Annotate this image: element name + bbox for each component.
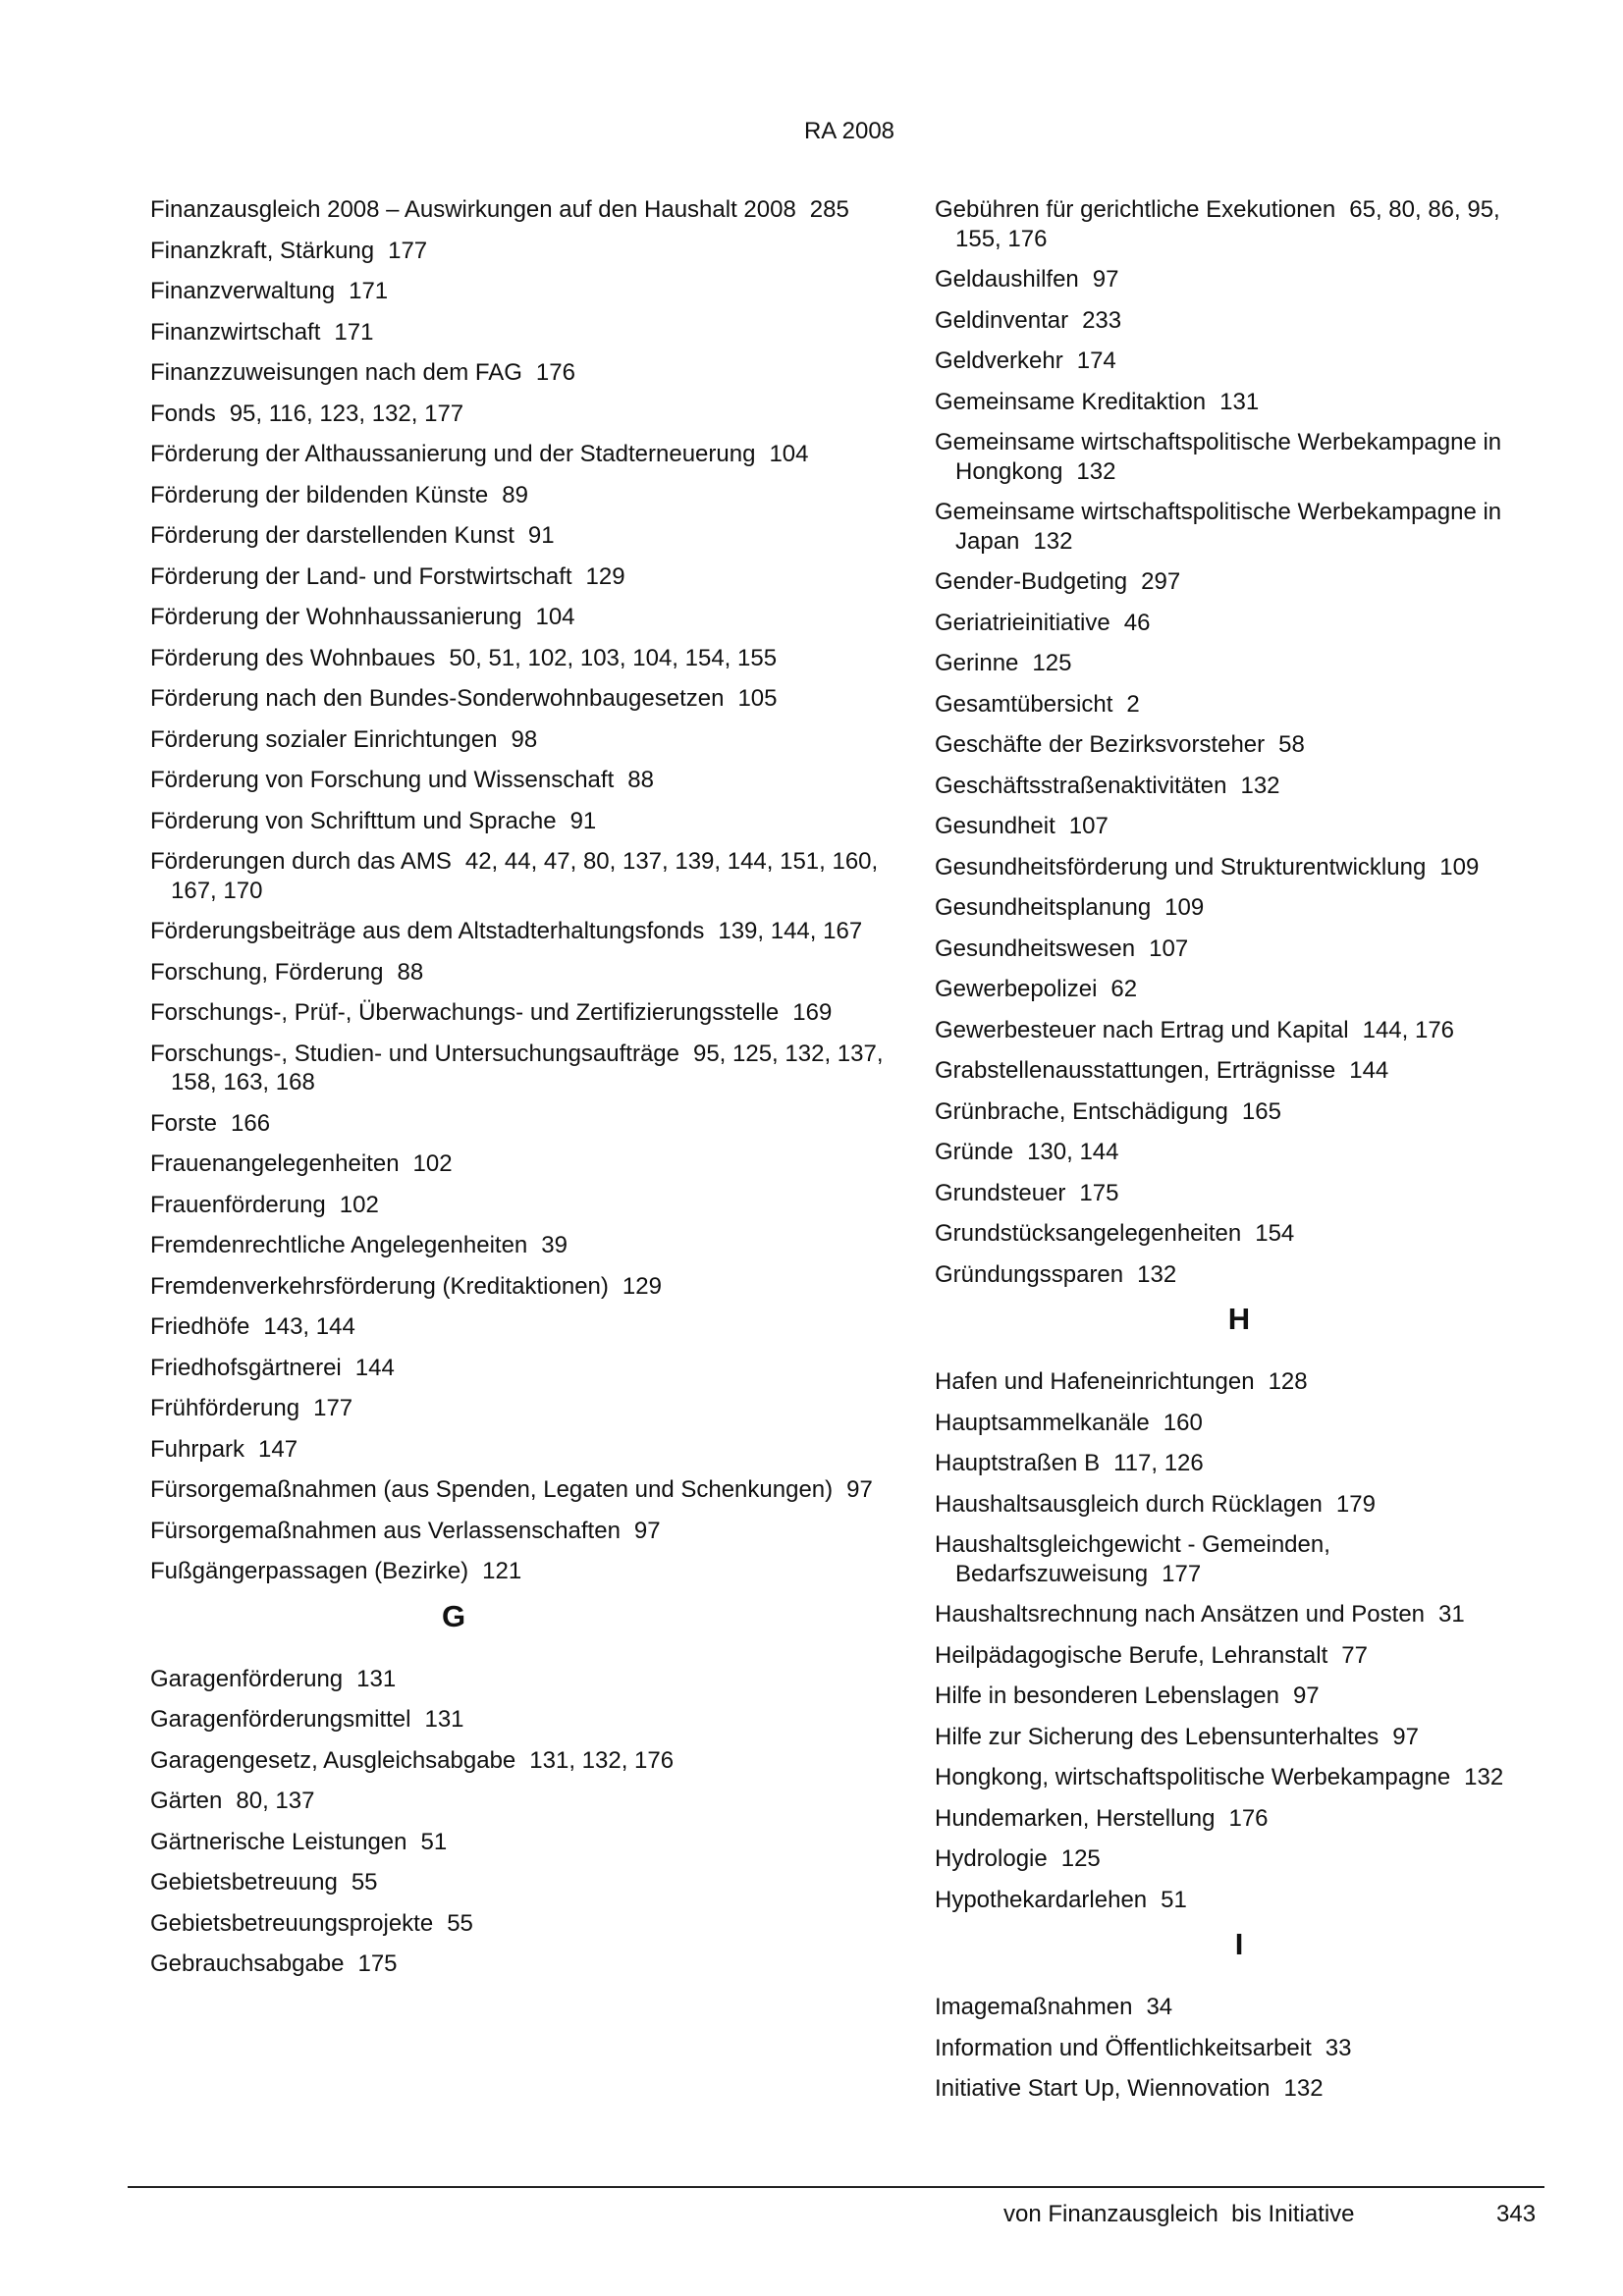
index-pages: 131: [424, 1706, 464, 1733]
index-entry: [935, 1056, 1543, 1086]
index-term: Geschäfte der Bezirksvorsteher: [935, 731, 1266, 758]
index-pages: 102: [339, 1191, 379, 1218]
index-pages: 117, 126: [1113, 1450, 1204, 1476]
index-entry: [935, 690, 1543, 720]
index-term: Gärten: [150, 1788, 223, 1814]
index-pages: 31: [1438, 1601, 1465, 1628]
index-entry: [150, 1557, 916, 1586]
index-pages: 160: [1163, 1409, 1203, 1436]
index-pages: 132: [1283, 2075, 1324, 2102]
index-pages: 179: [1335, 1490, 1376, 1518]
index-pages: 176: [1228, 1804, 1269, 1832]
index-entry: [150, 1705, 916, 1735]
index-entry: [150, 1040, 916, 1097]
index-pages: 139, 144, 167: [718, 918, 863, 944]
index-pages: 51: [1161, 1886, 1187, 1913]
index-pages: 177: [313, 1395, 353, 1421]
index-pages: 34: [1146, 1994, 1173, 2020]
index-term: Grabstellenausstattungen, Erträgnisse: [935, 1057, 1336, 1084]
index-pages: 169: [792, 999, 833, 1026]
index-entry: [935, 1993, 1543, 2022]
index-pages: 177: [1162, 1560, 1202, 1587]
index-entry: [935, 1844, 1543, 1874]
index-term: Friedhofsgärtnerei: [150, 1354, 342, 1381]
index-entry: [935, 428, 1543, 486]
index-term: Förderung der Land- und Forstwirtschaft: [150, 562, 572, 590]
index-term: Gesundheitsförderung und Strukturentwicklung: [935, 853, 1427, 881]
index-term: Förderung nach den Bundes-Sonderwohnbaugesetzen: [150, 685, 725, 712]
index-entry: [935, 1600, 1543, 1629]
index-pages: 175: [357, 1950, 398, 1977]
index-entry: [150, 1517, 916, 1546]
index-pages: 131, 132, 176: [529, 1746, 675, 1774]
index-entry: [935, 893, 1543, 923]
index-pages: 132: [1464, 1764, 1504, 1790]
index-entry: [150, 917, 916, 946]
index-pages: 129: [585, 562, 625, 590]
index-pages: 88: [627, 767, 654, 793]
index-term: Gemeinsame Kreditaktion: [935, 388, 1207, 415]
index-entry: [150, 1475, 916, 1505]
index-entry: [150, 521, 916, 551]
index-term: Finanzausgleich 2008 – Auswirkungen auf den Haushalt 2008: [150, 196, 796, 223]
index-term: Friedhöfe: [150, 1313, 250, 1340]
index-pages: 55: [351, 1869, 378, 1896]
index-pages: 131: [356, 1665, 397, 1692]
index-term: Gewerbepolizei: [935, 976, 1098, 1002]
index-term: Frauenangelegenheiten: [150, 1150, 400, 1177]
index-term: Finanzwirtschaft: [150, 318, 321, 346]
index-pages: 104: [769, 441, 809, 467]
index-term: Finanzverwaltung: [150, 278, 336, 304]
index-term: Gerinne: [935, 650, 1019, 676]
index-entry: [935, 2074, 1543, 2104]
index-pages: 171: [349, 278, 389, 304]
index-entry: [150, 195, 916, 225]
index-term: Gründungssparen: [935, 1260, 1124, 1288]
section-letter: H: [1227, 1302, 1251, 1336]
index-pages: 144, 176: [1362, 1016, 1455, 1043]
index-term: Forschungs-, Studien- und Untersuchungsaufträge: [150, 1040, 679, 1067]
index-term: Förderung des Wohnbaues: [150, 644, 436, 671]
index-pages: 130, 144: [1027, 1139, 1119, 1165]
index-pages: 171: [334, 318, 374, 346]
index-pages: 39: [541, 1232, 568, 1258]
index-entry: [150, 400, 916, 429]
index-term: Gründe: [935, 1139, 1014, 1165]
index-entry: [935, 1449, 1543, 1478]
index-entry: [150, 1665, 916, 1694]
index-pages: 147: [258, 1435, 298, 1463]
index-entry: [935, 1530, 1543, 1588]
index-term: Grundstücksangelegenheiten: [935, 1220, 1242, 1247]
index-term: Initiative Start Up, Wiennovation: [935, 2075, 1271, 2102]
index-entry: [150, 766, 916, 795]
index-term: Finanzzuweisungen nach dem FAG: [150, 359, 522, 386]
index-term: Garagenförderungsmittel: [150, 1706, 411, 1733]
index-term: Grünbrache, Entschädigung: [935, 1097, 1228, 1125]
index-term: Gemeinsame wirtschaftspolitische Werbekampagne in Hongkong: [935, 429, 1502, 485]
index-pages: 132: [1076, 457, 1116, 485]
index-entry: [150, 318, 916, 347]
index-pages: 107: [1068, 813, 1109, 839]
index-entry: [935, 1097, 1543, 1127]
index-term: Geldinventar: [935, 306, 1069, 334]
index-entry: [935, 388, 1543, 417]
index-term: Fremdenverkehrsförderung (Kreditaktionen): [150, 1272, 609, 1300]
index-entry: [935, 853, 1543, 882]
index-term: Förderung sozialer Einrichtungen: [150, 725, 498, 753]
index-pages: 62: [1110, 976, 1138, 1002]
index-pages: 128: [1268, 1368, 1308, 1395]
index-pages: 97: [846, 1476, 873, 1503]
index-term: Geldverkehr: [935, 347, 1063, 374]
index-entry: [150, 1868, 916, 1897]
index-pages: 154: [1255, 1220, 1295, 1247]
index-pages: 121: [482, 1558, 522, 1584]
index-term: Hafen und Hafeneinrichtungen: [935, 1368, 1255, 1395]
index-term: Förderungen durch das AMS: [150, 848, 452, 875]
index-entry: [150, 1828, 916, 1857]
index-entry: [935, 1219, 1543, 1249]
index-term: Förderung der Wohnhaussanierung: [150, 604, 522, 630]
index-pages: 107: [1149, 934, 1189, 962]
index-entry: [935, 1886, 1543, 1915]
index-entry: [150, 1191, 916, 1220]
index-term: Hilfe zur Sicherung des Lebensunterhaltes: [935, 1723, 1380, 1750]
index-pages: 97: [633, 1517, 661, 1544]
index-entry: [150, 1149, 916, 1179]
index-term: Frühförderung: [150, 1395, 300, 1421]
index-pages: 95, 116, 123, 132, 177: [229, 400, 464, 427]
index-term: Gärtnerische Leistungen: [150, 1828, 407, 1855]
index-entry: [150, 998, 916, 1028]
index-pages: 77: [1341, 1641, 1368, 1669]
index-pages: 105: [737, 685, 778, 712]
index-term: Forschungs-, Prüf-, Überwachungs- und Zertifizierungsstelle: [150, 999, 780, 1026]
index-pages: 97: [1392, 1723, 1419, 1750]
index-pages: 125: [1032, 650, 1072, 676]
index-term: Haushaltsrechnung nach Ansätzen und Posten: [935, 1601, 1426, 1628]
index-term: Fonds: [150, 400, 216, 427]
index-pages: 233: [1082, 306, 1122, 334]
index-pages: 132: [1033, 527, 1073, 555]
index-pages: 132: [1240, 772, 1280, 799]
index-entry: [150, 237, 916, 266]
index-entry: [150, 277, 916, 306]
index-entry: [935, 1367, 1543, 1397]
section-letter: I: [1234, 1927, 1244, 1961]
index-entry: [150, 440, 916, 469]
index-term: Information und Öffentlichkeitsarbeit: [935, 2034, 1312, 2061]
index-pages: 104: [535, 604, 575, 630]
index-term: Förderung der Althaussanierung und der Stadterneuerung: [150, 441, 756, 467]
index-term: Geriatrieinitiative: [935, 609, 1110, 636]
index-term: Gebühren für gerichtliche Exekutionen: [935, 196, 1336, 223]
index-term: Hilfe in besonderen Lebenslagen: [935, 1682, 1279, 1709]
index-pages: 98: [511, 725, 538, 753]
index-term: Hauptstraßen B: [935, 1450, 1101, 1476]
index-entry: [150, 847, 916, 905]
index-term: Fuhrpark: [150, 1435, 245, 1463]
index-entry: [150, 1787, 916, 1816]
index-entry: [935, 195, 1543, 253]
index-term: Geschäftsstraßenaktivitäten: [935, 772, 1227, 799]
index-term: Gender-Budgeting: [935, 568, 1128, 595]
index-pages: 97: [1092, 266, 1119, 293]
index-term: Hongkong, wirtschaftspolitische Werbekampagne: [935, 1764, 1451, 1790]
index-term: Gemeinsame wirtschaftspolitische Werbekampagne in Japan: [935, 499, 1502, 555]
index-entry: [150, 1746, 916, 1776]
index-pages: 42, 44, 47, 80, 137, 139, 144, 151, 160, 167, 170: [171, 848, 879, 904]
index-term: Fürsorgemaßnahmen (aus Spenden, Legaten und Schenkungen): [150, 1476, 834, 1503]
index-entry: [935, 1804, 1543, 1834]
index-pages: 89: [502, 481, 528, 508]
index-entry: [935, 1016, 1543, 1045]
index-entry: [150, 644, 916, 673]
index-entry: [150, 807, 916, 836]
index-entry: [150, 1909, 916, 1939]
index-pages: 65, 80, 86, 95, 155, 176: [955, 196, 1500, 252]
index-pages: 166: [231, 1109, 271, 1137]
index-term: Gesundheit: [935, 813, 1055, 839]
index-entry: [150, 1949, 916, 1979]
index-pages: 176: [535, 359, 575, 386]
index-pages: 177: [388, 237, 428, 264]
index-term: Gesundheitswesen: [935, 934, 1136, 962]
index-term: Gebrauchsabgabe: [150, 1950, 345, 1977]
index-pages: 174: [1076, 347, 1116, 374]
index-pages: 143, 144: [263, 1313, 355, 1340]
index-entry: [150, 684, 916, 714]
index-entry: [935, 2034, 1543, 2063]
index-pages: 46: [1123, 609, 1151, 636]
index-pages: 95, 125, 132, 137, 158, 163, 168: [171, 1040, 884, 1095]
index-entry: [935, 1260, 1543, 1290]
index-entry: [935, 1641, 1543, 1671]
index-entry: [935, 1490, 1543, 1520]
index-entry: [150, 1109, 916, 1139]
index-entry: [935, 812, 1543, 841]
index-entry: [935, 1763, 1543, 1792]
index-term: Geldaushilfen: [935, 266, 1079, 293]
index-pages: 2: [1126, 690, 1140, 718]
index-pages: 144: [354, 1354, 395, 1381]
index-pages: 91: [527, 522, 555, 549]
index-term: Garagenförderung: [150, 1665, 344, 1692]
index-term: Garagengesetz, Ausgleichsabgabe: [150, 1746, 516, 1774]
running-header: RA 2008: [803, 118, 895, 144]
index-pages: 97: [1292, 1682, 1320, 1709]
index-entry: [150, 1231, 916, 1260]
index-entry: [935, 772, 1543, 801]
index-term: Gesamtübersicht: [935, 690, 1113, 718]
index-entry: [150, 358, 916, 388]
index-term: Hauptsammelkanäle: [935, 1409, 1150, 1436]
page-number: 343: [1496, 2201, 1537, 2227]
index-term: Forschung, Förderung: [150, 958, 384, 986]
index-term: Fußgängerpassagen (Bezirke): [150, 1558, 469, 1584]
index-pages: 58: [1278, 731, 1305, 758]
index-entry: [150, 1354, 916, 1383]
index-term: Finanzkraft, Stärkung: [150, 237, 375, 264]
index-term: Imagemaßnahmen: [935, 1994, 1133, 2020]
index-pages: 33: [1325, 2034, 1352, 2061]
index-entry: [150, 725, 916, 755]
index-pages: 50, 51, 102, 103, 104, 154, 155: [449, 644, 778, 671]
section-letter: G: [441, 1598, 466, 1633]
index-pages: 131: [1219, 388, 1260, 415]
index-pages: 125: [1060, 1845, 1101, 1872]
index-pages: 297: [1141, 568, 1181, 595]
index-pages: 55: [447, 1909, 473, 1937]
index-entry: [935, 1682, 1543, 1711]
index-entry: [150, 481, 916, 510]
index-entry: [935, 934, 1543, 964]
index-entry: [935, 730, 1543, 760]
index-entry: [150, 1435, 916, 1465]
index-entry: [150, 958, 916, 988]
index-term: Hypothekardarlehen: [935, 1886, 1148, 1913]
index-pages: 129: [622, 1272, 662, 1300]
index-term: Haushaltsgleichgewicht - Gemeinden, Bedarfszuweisung: [935, 1531, 1330, 1587]
index-pages: 175: [1079, 1179, 1119, 1206]
index-entry: [150, 1272, 916, 1302]
index-term: Forste: [150, 1109, 218, 1137]
index-entry: [935, 1409, 1543, 1438]
index-entry: [935, 1179, 1543, 1208]
index-entry: [935, 609, 1543, 638]
index-term: Haushaltsausgleich durch Rücklagen: [935, 1490, 1323, 1518]
index-entry: [935, 567, 1543, 597]
index-pages: 88: [397, 958, 424, 986]
index-term: Gesundheitsplanung: [935, 894, 1152, 921]
index-term: Förderung der darstellenden Kunst: [150, 522, 514, 549]
index-entry: [935, 1723, 1543, 1752]
index-entry: [935, 265, 1543, 294]
index-term: Gebietsbetreuung: [150, 1869, 338, 1896]
index-column-left: [150, 195, 916, 1991]
index-pages: 109: [1439, 853, 1480, 881]
index-term: Förderung von Forschung und Wissenschaft: [150, 767, 615, 793]
index-entry: [150, 562, 916, 592]
index-term: Hundemarken, Herstellung: [935, 1804, 1216, 1832]
index-pages: 80, 137: [236, 1788, 315, 1814]
index-term: Fürsorgemaßnahmen aus Verlassenschaften: [150, 1517, 621, 1544]
index-pages: 132: [1137, 1260, 1177, 1288]
index-pages: 144: [1349, 1057, 1389, 1084]
index-entry: [935, 347, 1543, 376]
index-pages: 109: [1164, 894, 1205, 921]
index-term: Hydrologie: [935, 1845, 1048, 1872]
index-pages: 102: [412, 1150, 453, 1177]
footer-range: von Finanzausgleich bis Initiative: [1003, 2201, 1355, 2227]
index-term: Gewerbesteuer nach Ertrag und Kapital: [935, 1016, 1349, 1043]
index-term: Gebietsbetreuungsprojekte: [150, 1909, 434, 1937]
index-entry: [935, 306, 1543, 336]
index-column-right: [935, 195, 1543, 2115]
index-term: Grundsteuer: [935, 1179, 1066, 1206]
index-term: Frauenförderung: [150, 1191, 326, 1218]
index-entry: [935, 498, 1543, 556]
index-term: Heilpädagogische Berufe, Lehranstalt: [935, 1641, 1328, 1669]
index-term: Förderungsbeiträge aus dem Altstadterhaltungsfonds: [150, 918, 705, 944]
index-term: Fremdenrechtliche Angelegenheiten: [150, 1232, 528, 1258]
index-entry: [935, 649, 1543, 678]
index-term: Förderung von Schrifttum und Sprache: [150, 807, 557, 834]
index-term: Förderung der bildenden Künste: [150, 481, 489, 508]
footer-divider: [128, 2186, 1544, 2188]
index-entry: [935, 1138, 1543, 1167]
index-pages: 285: [809, 196, 849, 223]
index-pages: 91: [569, 807, 597, 834]
index-entry: [150, 1394, 916, 1423]
index-entry: [935, 975, 1543, 1004]
index-pages: 165: [1241, 1097, 1281, 1125]
index-pages: 51: [420, 1828, 448, 1855]
index-entry: [150, 1312, 916, 1342]
index-entry: [150, 603, 916, 632]
